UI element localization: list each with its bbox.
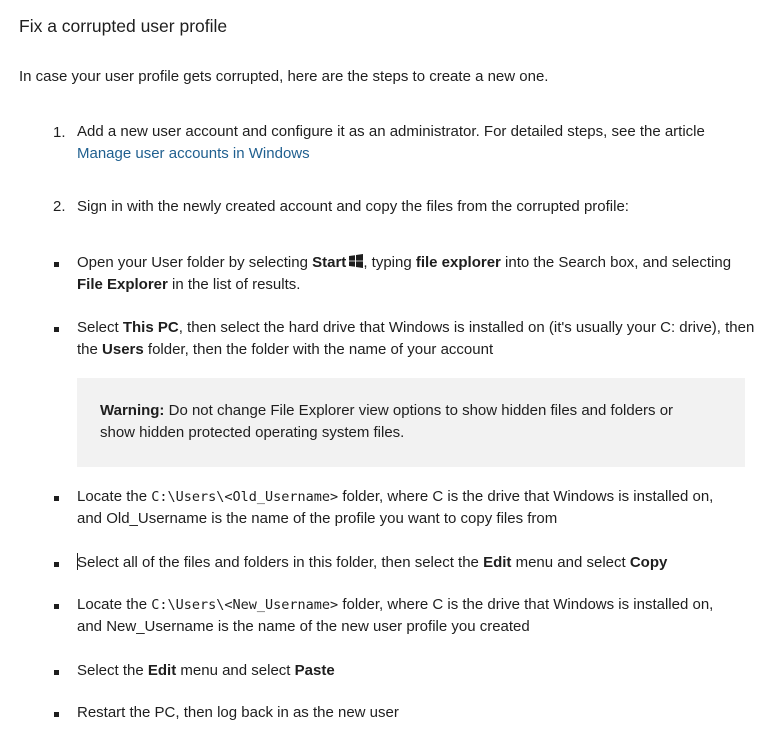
text-segment: Select the <box>77 662 148 679</box>
text-segment: Do not change File Explorer view options to show hidden files and folders or <box>164 402 674 419</box>
bullet-marker <box>54 562 59 567</box>
text-segment: show hidden protected operating system files. <box>100 424 405 441</box>
edit-menu-label: Edit <box>483 554 512 571</box>
copy-label: Copy <box>629 554 668 571</box>
bullet-marker <box>54 262 59 267</box>
bullet-marker <box>54 327 59 332</box>
text-segment: and New_Username is the name of the new user profile you created <box>77 618 530 635</box>
text-segment: Select <box>77 319 123 336</box>
text-segment: folder, then the folder with the name of your account <box>143 341 494 358</box>
list-item <box>77 486 757 530</box>
file-explorer-label: File Explorer <box>77 276 168 293</box>
text-segment: menu and select <box>511 554 630 571</box>
text-segment: Locate the <box>77 596 152 613</box>
start-label: Start <box>312 254 347 271</box>
text-segment: in the list of results. <box>167 276 301 293</box>
this-pc-label: This PC <box>122 319 179 336</box>
step-1-description: Add a new user account and configure it as an administrator. For detailed steps, see the article <box>77 123 705 140</box>
windows-logo-icon <box>349 254 363 268</box>
text-segment: into the Search box, and selecting <box>500 254 732 271</box>
text-segment: , then select the hard drive that Windows is installed on (it's usually your C: drive), then <box>178 319 755 336</box>
edit-menu-label: Edit <box>147 662 177 679</box>
paste-label: Paste <box>294 662 335 679</box>
list-item <box>77 594 757 638</box>
step-1-text <box>77 121 757 165</box>
step-number: 2. <box>53 198 66 215</box>
bullet-marker <box>54 496 59 501</box>
step-number: 1. <box>53 124 66 141</box>
text-segment: Open your User folder by selecting <box>77 254 313 271</box>
bullet-marker <box>54 670 59 675</box>
text-segment: menu and select <box>176 662 295 679</box>
warning-label: Warning: <box>100 402 165 419</box>
old-username-path: C:\Users\<Old_Username> <box>151 489 339 505</box>
text-segment: and Old_Username is the name of the profile you want to copy files from <box>77 510 558 527</box>
text-segment: Select all of the files and folders in this folder, then select the <box>77 554 484 571</box>
page-title: Fix a corrupted user profile <box>19 16 228 36</box>
list-item <box>77 660 757 682</box>
users-label: Users <box>102 341 144 358</box>
text-segment: the <box>77 341 103 358</box>
manage-user-accounts-link[interactable]: Manage user accounts in Windows <box>77 145 310 162</box>
text-segment: folder, where C is the drive that Windows is installed on, <box>338 488 714 505</box>
warning-text <box>100 400 700 444</box>
step-2-text: Sign in with the newly created account and copy the files from the corrupted profile: <box>77 198 629 215</box>
list-item <box>77 317 767 361</box>
list-item <box>77 552 757 574</box>
warning-callout <box>77 378 745 467</box>
intro-text: In case your user profile gets corrupted, here are the steps to create a new one. <box>19 68 549 85</box>
bullet-marker <box>54 604 59 609</box>
text-segment: , typing <box>363 254 416 271</box>
list-item <box>77 252 757 296</box>
list-item: Restart the PC, then log back in as the new user <box>77 704 399 721</box>
text-segment: folder, where C is the drive that Windows is installed on, <box>338 596 714 613</box>
text-segment: Locate the <box>77 488 152 505</box>
new-username-path: C:\Users\<New_Username> <box>151 597 339 613</box>
file-explorer-term: file explorer <box>415 254 501 271</box>
bullet-marker <box>54 712 59 717</box>
